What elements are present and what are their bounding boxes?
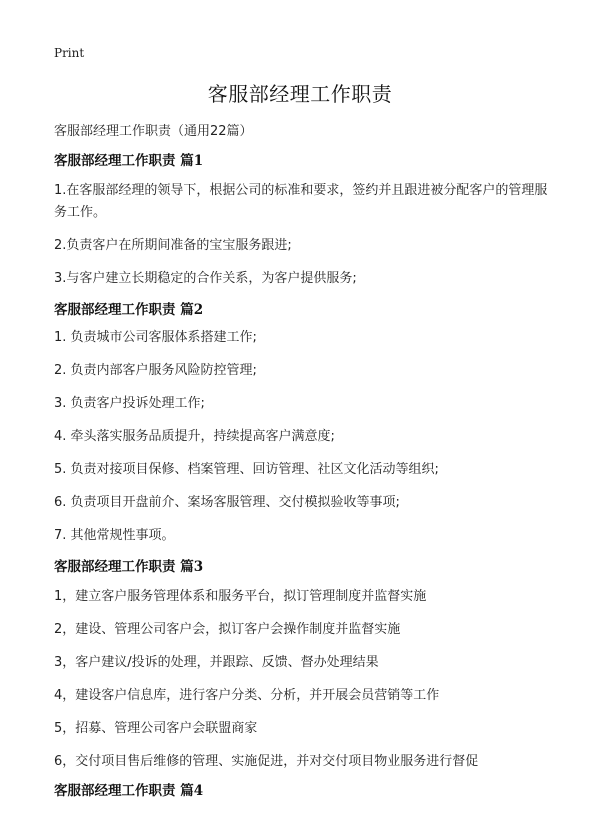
section-1 (54, 150, 550, 290)
list-item: 2，建设、管理公司客户会，拟订客户会操作制度并监督实施 (54, 622, 401, 637)
list-item: 5. 负责对接项目保修、档案管理、回访管理、社区文化活动等组织; (54, 462, 439, 477)
section-3 (54, 556, 550, 773)
section-heading: 客服部经理工作职责 篇3 (54, 559, 204, 575)
list-item: 4. 牵头落实服务品质提升，持续提高客户满意度; (54, 429, 335, 444)
document-title: 客服部经理工作职责 (207, 82, 393, 106)
list-item: 5，招募、管理公司客户会联盟商家 (54, 721, 258, 736)
list-item: 3. 负责客户投诉处理工作; (54, 396, 205, 411)
list-item: 2. 负责内部客户服务风险防控管理; (54, 363, 257, 378)
list-item: 7. 其他常规性事项。 (54, 528, 175, 543)
list-item: 3，客户建议/投诉的处理，并跟踪、反馈、督办处理结果 (54, 655, 379, 670)
section-2 (54, 299, 550, 547)
list-item: 6. 负责项目开盘前介、案场客服管理、交付模拟验收等事项; (54, 495, 400, 510)
list-item: 3.与客户建立长期稳定的合作关系，为客户提供服务; (54, 271, 357, 286)
list-item: 1，建立客户服务管理体系和服务平台，拟订管理制度并监督实施 (54, 589, 427, 604)
section-heading: 客服部经理工作职责 篇4 (54, 783, 204, 799)
list-item: 6，交付项目售后维修的管理、实施促进，并对交付项目物业服务进行督促 (54, 754, 479, 769)
print-link[interactable]: Print (54, 46, 85, 60)
list-item: 2.负责客户在所期间准备的宝宝服务跟进; (54, 238, 292, 253)
section-4 (54, 780, 550, 802)
section-heading: 客服部经理工作职责 篇1 (54, 153, 204, 169)
list-item: 1.在客服部经理的领导下，根据公司的标准和要求，签约并且跟进被分配客户的管理服务工作。 (54, 183, 548, 220)
document-content (54, 150, 550, 802)
list-item: 1. 负责城市公司客服体系搭建工作; (54, 330, 257, 345)
list-item: 4，建设客户信息库，进行客户分类、分析，并开展会员营销等工作 (54, 688, 440, 703)
section-heading: 客服部经理工作职责 篇2 (54, 302, 204, 318)
document-intro: 客服部经理工作职责（通用22篇） (54, 124, 253, 139)
